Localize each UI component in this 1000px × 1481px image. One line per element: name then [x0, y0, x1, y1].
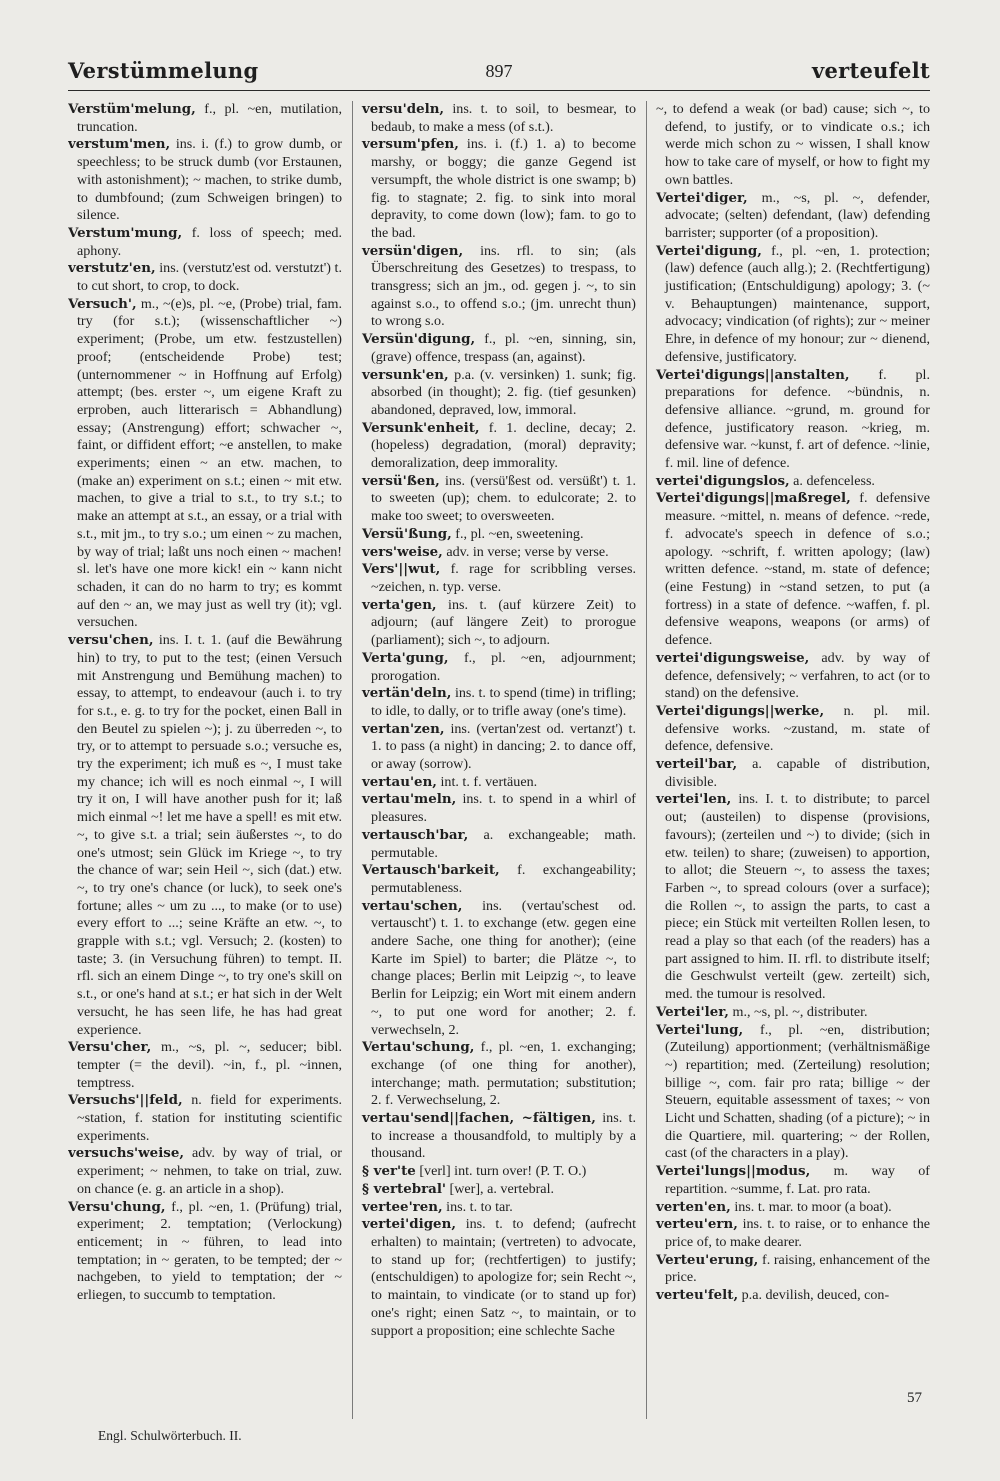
dictionary-entry: [362, 1163, 636, 1181]
entry-definition: int. t. f. vertäuen.: [436, 773, 538, 790]
entry-definition: f. exchangeability; permutableness.: [371, 862, 636, 896]
dictionary-entry: [656, 1252, 930, 1287]
dictionary-entry: [362, 1216, 636, 1340]
entry-definition: m. way of repartition. ~summe, f. Lat. pro rata.: [665, 1163, 930, 1197]
entry-headword: Verta'gung,: [362, 649, 449, 666]
entry-headword: vertei'len,: [656, 791, 732, 808]
column-right: [646, 101, 930, 1419]
entry-definition: ins. t. to raise, or to enhance the price of, to make dearer.: [665, 1216, 930, 1250]
dictionary-entry: [362, 367, 636, 420]
entry-headword: § vertebral': [362, 1180, 447, 1197]
entry-headword: Verstüm'melung,: [68, 101, 196, 117]
dictionary-entry: [656, 1199, 930, 1217]
entry-definition: ins. t. to spend (time) in trifling; to idle, to dally, or to trifle away (one's time).: [371, 685, 636, 719]
entry-definition: ins. (vertau'schest od. vertauscht') t. 1. to exchange (etw. gegen eine andere Sache, one thing for another); (eine Karte im Spiel) to barter; die Plätze ~, to change places; Berlin mit Leipzig ~, to leave Berlin for Leipzig; ein Wort mit einem andern ~, to put one word for another; 2. f. verwechseln, 2.: [371, 897, 636, 1038]
dictionary-entry: [362, 685, 636, 720]
entry-headword: vertei'digen,: [362, 1216, 456, 1233]
entry-headword: vertei'digungslos,: [656, 472, 790, 489]
entry-definition: ins. t. to tar.: [442, 1198, 513, 1215]
dictionary-entry: [656, 243, 930, 367]
dictionary-entry: [656, 190, 930, 243]
entry-definition: f., pl. ~en, 1. exchanging; exchange (of one thing for another), interchange; math. permutation; substitution; 2. f. Verwechselung, 2.: [371, 1039, 636, 1109]
entry-headword: versunk'en,: [362, 366, 449, 383]
entry-definition: f., pl. ~en, distribution; (Zuteilung) apportionment; (verhältnismäßige ~) repartition; med. (Zerteilung) resolution; billige ~, com. fair pro rata; billige ~ der Steuern, equitable assessment of taxes; ~ von Licht und Schatten, shading (of a picture); ~ in die Quartiere, mil. quartering; ~ der Rollen, cast (of the characters in a play).: [665, 1021, 930, 1162]
dictionary-entry: [68, 260, 342, 295]
dictionary-entry: [362, 1039, 636, 1110]
dictionary-entry: [68, 632, 342, 1039]
entry-columns: [68, 101, 930, 1419]
dictionary-entry: [68, 296, 342, 632]
header-right-guideword: verteufelt: [811, 58, 930, 83]
dictionary-entry: [656, 1287, 930, 1305]
entry-definition: ins. rfl. to sin; (als Überschreitung des Gesetzes) to trespass, to transgress; sich an jm., od. gegen j. ~, to sin against s.o., to offend s.o.; (jm. unrecht thun) to wrong s.o.: [371, 242, 636, 330]
entry-headword: Vertei'digungs||werke,: [656, 702, 825, 719]
entry-headword: verta'gen,: [362, 596, 437, 613]
entry-definition: f. rage for scribbling verses. ~zeichen, n. typ. verse.: [371, 561, 636, 595]
entry-headword: Verstum'mung,: [68, 224, 183, 241]
dictionary-entry: [656, 756, 930, 791]
page-number: 897: [485, 61, 513, 81]
entry-definition: ins. t. mar. to moor (a boat).: [730, 1198, 892, 1215]
dictionary-entry: [362, 774, 636, 792]
dictionary-entry: [362, 827, 636, 862]
entry-headword: versu'deln,: [362, 101, 445, 117]
dictionary-entry: [656, 1022, 930, 1164]
entry-headword: vertau'schen,: [362, 897, 463, 914]
dictionary-entry: [362, 561, 636, 596]
entry-headword: verstutz'en,: [68, 260, 156, 277]
dictionary-entry: [362, 420, 636, 473]
entry-headword: Versuch',: [68, 295, 137, 312]
entry-headword: versü'ßen,: [362, 472, 440, 489]
dictionary-entry: [68, 1145, 342, 1198]
entry-definition: ins. t. (auf kürzere Zeit) to adjourn; (auf längere Zeit) to prorogue (parliament); sich ~, to adjourn.: [371, 596, 636, 649]
dictionary-entry: [362, 331, 636, 366]
entry-definition: m., ~s, pl. ~, distributer.: [728, 1003, 868, 1020]
entry-headword: Vertei'lungs||modus,: [656, 1163, 811, 1180]
dictionary-entry: [362, 650, 636, 685]
entry-headword: Versu'chung,: [68, 1198, 166, 1215]
entry-headword: verteu'ern,: [656, 1216, 738, 1233]
entry-definition: adv. in verse; verse by verse.: [442, 543, 609, 560]
dictionary-entry: [656, 703, 930, 756]
dictionary-entry: [656, 1163, 930, 1198]
entry-headword: verteil'bar,: [656, 756, 738, 773]
dictionary-entry: [656, 367, 930, 473]
entry-definition: f. raising, enhancement of the price.: [665, 1251, 930, 1286]
entry-definition: ins. t. to defend; (aufrecht erhalten) to maintain; (vertreten) to advocate, to stand up for; (rechtfertigen) to justify; (entschuldigen) to apologize for; sein Recht ~, to maintain, to vindicate (or to stand up for) one's right; einen Satz ~, to maintain, or to support a proposition; eine schlechte Sache: [371, 1216, 636, 1339]
dictionary-entry: [656, 650, 930, 703]
entry-definition: f., pl. ~en, 1. protection; (law) defence (auch allg.); 2. (Rechtfertigung) justification; (Entschuldigung) apology; 3. (~ v. Behauptungen) maintenance, support, advocacy; vindication (of rights); zur ~ meiner Ehre, in defence of my honour; zur ~ dienend, defensive, justificatory.: [665, 242, 930, 365]
entry-definition: [verl] int. turn over! (P. T. O.): [415, 1163, 587, 1180]
entry-headword: vertei'digungsweise,: [656, 649, 810, 666]
running-head: [68, 56, 930, 91]
dictionary-entry: [362, 544, 636, 562]
signature-mark: 57: [907, 1390, 922, 1406]
entry-headword: § ver'te: [362, 1163, 416, 1180]
dictionary-entry: [68, 1039, 342, 1092]
entry-headword: Vertau'schung,: [362, 1039, 475, 1056]
entry-headword: Vertei'ler,: [656, 1003, 729, 1020]
header-left-guideword: Verstümmelung: [68, 58, 259, 83]
entry-definition: a. exchangeable; math. permutable.: [371, 826, 636, 861]
dictionary-entry: [362, 791, 636, 826]
entry-headword: Vers'||wut,: [362, 561, 441, 578]
entry-definition: f., pl. ~en, sweetening.: [451, 525, 584, 542]
entry-definition: ins. t. to soil, to besmear, to bedaub, to make a mess (of s.t.).: [371, 101, 636, 135]
dictionary-entry: [362, 243, 636, 332]
entry-headword: Vertausch'barkeit,: [362, 862, 500, 879]
dictionary-entry: [656, 490, 930, 649]
dictionary-entry: [656, 1216, 930, 1251]
entry-definition: f., pl. ~en, 1. (Prüfung) trial, experiment; 2. temptation; (Verlockung) enticement; in ~ führen, to lead into temptation; in ~ geraten, to be tempted; der ~ nachgeben, to yield to temptation; der ~ erliegen, to succumb to temptation.: [77, 1198, 342, 1304]
dictionary-entry: [362, 1199, 636, 1217]
entry-definition: n. field for experiments. ~station, f. station for instituting scientific experiments.: [77, 1092, 342, 1144]
dictionary-entry: [68, 225, 342, 260]
entry-definition: adv. by way of trial, or experiment; ~ nehmen, to take on trial, zuw. on chance (e. g. an article in a shop).: [77, 1145, 342, 1197]
dictionary-entry: [68, 101, 342, 136]
column-middle: [352, 101, 636, 1419]
entry-headword: versuchs'weise,: [68, 1145, 185, 1162]
entry-definition: p.a. (v. versinken) 1. sunk; fig. absorbed (in thought); 2. fig. (tief gesunken) abandoned, depraved, low, immoral.: [371, 366, 636, 418]
entry-headword: verten'en,: [656, 1198, 731, 1215]
entry-definition: ~, to defend a weak (or bad) cause; sich ~, to defend, to justify, or to vindicate o.s.; ich werde mich schon zu ~ wissen, I shall know how to take care of myself, or how to fight my own battles.: [656, 101, 930, 188]
entry-headword: vers'weise,: [362, 543, 443, 560]
entry-definition: ins. t. to spend in a whirl of pleasures.: [371, 791, 636, 826]
dictionary-entry: [362, 898, 636, 1040]
entry-definition: adv. by way of defence, defensively; ~ verfahren, to act (or to stand) on the defensive.: [665, 649, 930, 702]
dictionary-entry: [362, 101, 636, 136]
entry-definition: [wer], a. vertebral.: [446, 1180, 555, 1197]
entry-headword: Verteu'erung,: [656, 1251, 759, 1268]
entry-headword: Versün'digung,: [362, 331, 476, 348]
entry-definition: m., ~(e)s, pl. ~e, (Probe) trial, fam. try (for s.t.); (wissenschaftlicher ~) experiment; (Probe, um etw. festzustellen) proof; (entscheidende Probe) test; (unternommener ~ in Hoffnung auf Erfolg) attempt; (bes. erster ~, um eigene Kraft zu erproben, auch litterarisch = Abhandlung) essay; (Anstrengung) effort; schwacher ~, faint, or diffident effort; ~e anstellen, to make experiments; einen ~ an etw. machen, to (make an) experiment on s.t.; einen ~ mit etw. machen, to give a trial to s.t., to try s.t.; to make an attempt at s.t., an essay, or a trial with s.t., mit jm., to try s.o.; um einen ~ zu machen, by way of trial; laßt uns noch einen ~ machen! sl. let's have one more kick! ein ~ kann nicht schaden, it can do no harm to try; es kommt auf den ~ an, we may just as well try (it); vgl. versuchen.: [77, 295, 342, 631]
entry-headword: Versuchs'||feld,: [68, 1092, 183, 1109]
dictionary-entry: [362, 1110, 636, 1163]
entry-headword: Versü'ßung,: [362, 525, 452, 542]
entry-definition: f., pl. ~en, adjournment; prorogation.: [371, 649, 636, 684]
dictionary-entry: [362, 721, 636, 774]
entry-definition: a. defenceless.: [789, 472, 875, 489]
dictionary-entry: [362, 1181, 636, 1199]
entry-definition: a. capable of distribution, divisible.: [665, 756, 930, 790]
column-left: [68, 101, 342, 1419]
entry-headword: Vertei'digungs||maßregel,: [656, 490, 851, 507]
entry-definition: ins. (verstutz'est od. verstutzt') t. to cut short, to crop, to dock.: [77, 260, 342, 295]
entry-definition: f., pl. ~en, sinning, sin, (grave) offence, trespass (an, against).: [371, 331, 636, 365]
dictionary-entry: [656, 473, 930, 491]
entry-definition: ins. i. (f.) 1. a) to become marshy, or boggy; die ganze Gegend ist versumpft, the whole district is one swamp; b) fig. to stagnate; 2. fig. to sink into moral depravity, to come down (low); fam. to go to the bad.: [371, 136, 636, 241]
entry-headword: versu'chen,: [68, 632, 154, 649]
entry-headword: versum'pfen,: [362, 136, 459, 153]
entry-headword: Vertei'digungs||anstalten,: [656, 366, 850, 383]
footer-imprint: Engl. Schulwörterbuch. II.: [98, 1428, 242, 1443]
entry-definition: ins. (versü'ßest od. versüßt') t. 1. to sweeten (up); chem. to edulcorate; 2. to make too sweet; to oversweeten.: [371, 472, 636, 525]
dictionary-entry: [656, 1004, 930, 1022]
dictionary-entry: [362, 862, 636, 897]
entry-definition: ins. (vertan'zest od. vertanzt') t. 1. to pass (a night) in dancing; 2. to dance off, or away (sorrow).: [371, 720, 636, 773]
entry-headword: Vertei'lung,: [656, 1021, 744, 1038]
entry-headword: Vertei'diger,: [656, 189, 748, 206]
entry-definition: f., pl. ~en, mutilation, truncation.: [77, 101, 342, 135]
dictionary-entry: [656, 791, 930, 1003]
entry-definition: f. pl. preparations for defence. ~bündnis, n. defensive alliance. ~grund, m. ground for defence, justificatory reason. ~krieg, m. defensive war. ~kunst, f. art of defence. ~linie, f. mil. line of defence.: [665, 366, 930, 472]
dictionary-entry: [68, 1199, 342, 1305]
entry-headword: vertau'meln,: [362, 791, 457, 808]
dictionary-entry: [362, 597, 636, 650]
entry-headword: Vertei'digung,: [656, 242, 762, 259]
entry-definition: f. 1. decline, decay; 2. (hopeless) degradation, (moral) depravity; demoralization, deep immorality.: [371, 419, 636, 472]
entry-definition: m., ~s, pl. ~, seducer; bibl. tempter (= the devil). ~in, f., pl. ~innen, temptress.: [77, 1039, 342, 1091]
entry-definition: f. defensive measure. ~mittel, n. means of defence. ~rede, f. advocate's speech in defence of s.o.; apology. ~schrift, f. written apology; (law) written defence. ~stand, m. state of defence; (eine Festung) in ~stand setzen, to put (a fortress) in a state of defence. ~waffen, f. pl. defensive weapons, weapons (or arms) of defence.: [665, 490, 930, 649]
entry-definition: ins. t. to increase a thousandfold, to multiply by a thousand.: [371, 1110, 636, 1162]
entry-headword: vertän'deln,: [362, 685, 452, 702]
entry-headword: verstum'men,: [68, 136, 171, 153]
dictionary-entry: [362, 473, 636, 526]
entry-headword: vertau'en,: [362, 773, 437, 790]
entry-headword: Versunk'enheit,: [362, 419, 480, 436]
entry-definition: p.a. devilish, deuced, con-: [738, 1287, 890, 1304]
entry-definition: m., ~s, pl. ~, defender, advocate; (selten) defendant, (law) defending barrister; supporter (of a proposition).: [665, 189, 930, 241]
entry-headword: vertan'zen,: [362, 720, 445, 737]
entry-headword: verteu'felt,: [656, 1287, 739, 1304]
entry-headword: vertee'ren,: [362, 1198, 443, 1215]
dictionary-entry: [68, 136, 342, 225]
entry-headword: versün'digen,: [362, 242, 464, 259]
dictionary-entry: [362, 136, 636, 242]
entry-definition: f. loss of speech; med. aphony.: [77, 224, 342, 259]
entry-headword: Versu'cher,: [68, 1039, 152, 1056]
dictionary-entry: [68, 1092, 342, 1145]
dictionary-entry: [656, 101, 930, 190]
dictionary-entry: [362, 526, 636, 544]
entry-definition: n. pl. mil. defensive works. ~zustand, m. state of defence, defensive.: [665, 702, 930, 755]
entry-headword: vertau'send||fachen, ~fältigen,: [362, 1110, 596, 1127]
entry-definition: ins. I. t. 1. (auf die Bewährung hin) to try, to put to the test; (einen Versuch mit Anstrengung und Bemühung machen) to essay, to attempt, to endeavour (auch i. to try for s.t., e. g. to try for the pocket, einen Ball in den Beutel zu spielen ~); j. zu überreden ~, to try, or to attempt to persuade s.o.; versuche es, try the experiment; ich muß es ~, I must take my chance; ich will es noch einmal ~, I will try it on, I will have another push for it; laß mich einmal ~! let me have a spell! es mit etw. ~, to give s.t. a trial; sein äußerstes ~, to do one's utmost; sein Glück im Kriege ~, to try the chance of war; sein Heil ~, sich (dat.) etw. ~, to try one's chance (or luck), to seek one's fortune; alles ~ um zu ..., to make (or to use) every effort to ...; seine Kräfte an etw. ~, to grapple with s.t.; vgl. Versuch; 2. (kosten) to taste; 3. (in Versuchung führen) to tempt. II. rfl. sich an einem Dinge ~, to try one's skill on s.t., or one's hand at s.t.; er hat sich in der Welt versucht, he has seen life, he has had great experience.: [77, 632, 342, 1038]
page-footer: [68, 1390, 930, 1452]
entry-definition: ins. i. (f.) to grow dumb, or speechless; to be struck dumb (vor Erstaunen, with astonishment); ~ machen, to strike dumb, to dumbfound; (zum Schweigen bringen) to silence.: [77, 136, 342, 224]
entry-definition: ins. I. t. to distribute; to parcel out; (austeilen) to dispense (provisions, favours); (zerteilen und ~) to divide; (sich in etw. teilen) to share; (zuweisen) to apportion, to allot; die Steuern ~, to assess the taxes; Farben ~, to spread colours (over a surface); die Rollen ~, to assign the parts, to cast a piece; ein Stück mit verteilten Rollen lesen, to read a play so that each (of the readers) has a part assigned to him. II. rfl. to distribute itself; die Geschwulst verteilt (gew. zerteilt) sich, med. the tumour is resolved.: [665, 791, 930, 1003]
entry-headword: vertausch'bar,: [362, 826, 469, 843]
